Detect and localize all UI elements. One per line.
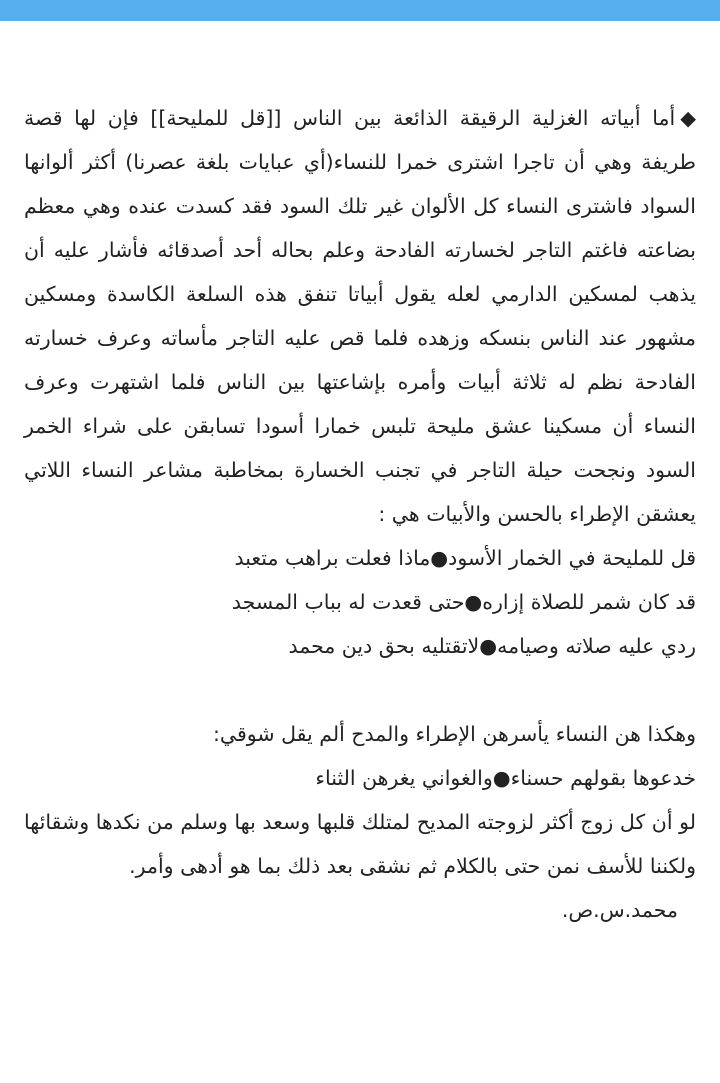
top-header-bar [0,0,720,21]
verse-line: قد كان شمر للصلاة إزاره●حتى قعدت له بباب المسجد [231,590,696,614]
verse-line: ردي عليه صلاته وصيامه●لاتقتليه بحق دين محمد [288,634,696,658]
transition-line: وهكذا هن النساء يأسرهن الإطراء والمدح ألم يقل شوقي: [213,722,696,746]
paragraph-spacer [24,668,696,712]
shawqi-verse: خدعوها بقولهم حسناء●والغواني يغرهن الثناء [315,766,696,790]
closing-paragraph: لو أن كل زوج أكثر لزوجته المديح لمتلك قلبها وسعد بها وسلم من نكدها وشقائها ولكننا للأسف نمن حتى بالكلام ثم نشقى بعد ذلك بما هو أدهى وأمر. [24,810,696,878]
article-body [24,96,696,932]
verse-line: قل للمليحة في الخمار الأسود●ماذا فعلت براهب متعبد [234,546,696,570]
intro-paragraph: ◆أما أبياته الغزلية الرقيقة الذائعة بين الناس [[قل للمليحة]] فإن لها قصة طريفة وهي أن تاجرا اشترى خمرا للنساء(أي عبايات بلغة عصرنا) أكثر ألوانها السواد فاشترى النساء كل الألوان غير تلك السود فقد كسدت عنده وهي معظم بضاعته فاغتم التاجر لخسارته الفادحة وعلم بحاله أحد أصدقائه فأشار عليه أن يذهب لمسكين الدارمي لعله يقول أبياتا تنفق هذه السلعة الكاسدة ومسكين مشهور عند الناس بنسكه وزهده فلما قص عليه التاجر مأساته وعرف خسارته الفادحة نظم له ثلاثة أبيات وأمره بإشاعتها بين الناس فلما اشتهرت وعرف النساء أن مسكينا عشق مليحة تلبس خمارا أسودا تسابقن على شراء الخمر السود ونجحت حيلة التاجر في تجنب الخسارة بمخاطبة مشاعر النساء اللاتي يعشقن الإطراء بالحسن والأبيات هي : [24,106,696,526]
author-signature: محمد.س.ص. [561,898,678,922]
